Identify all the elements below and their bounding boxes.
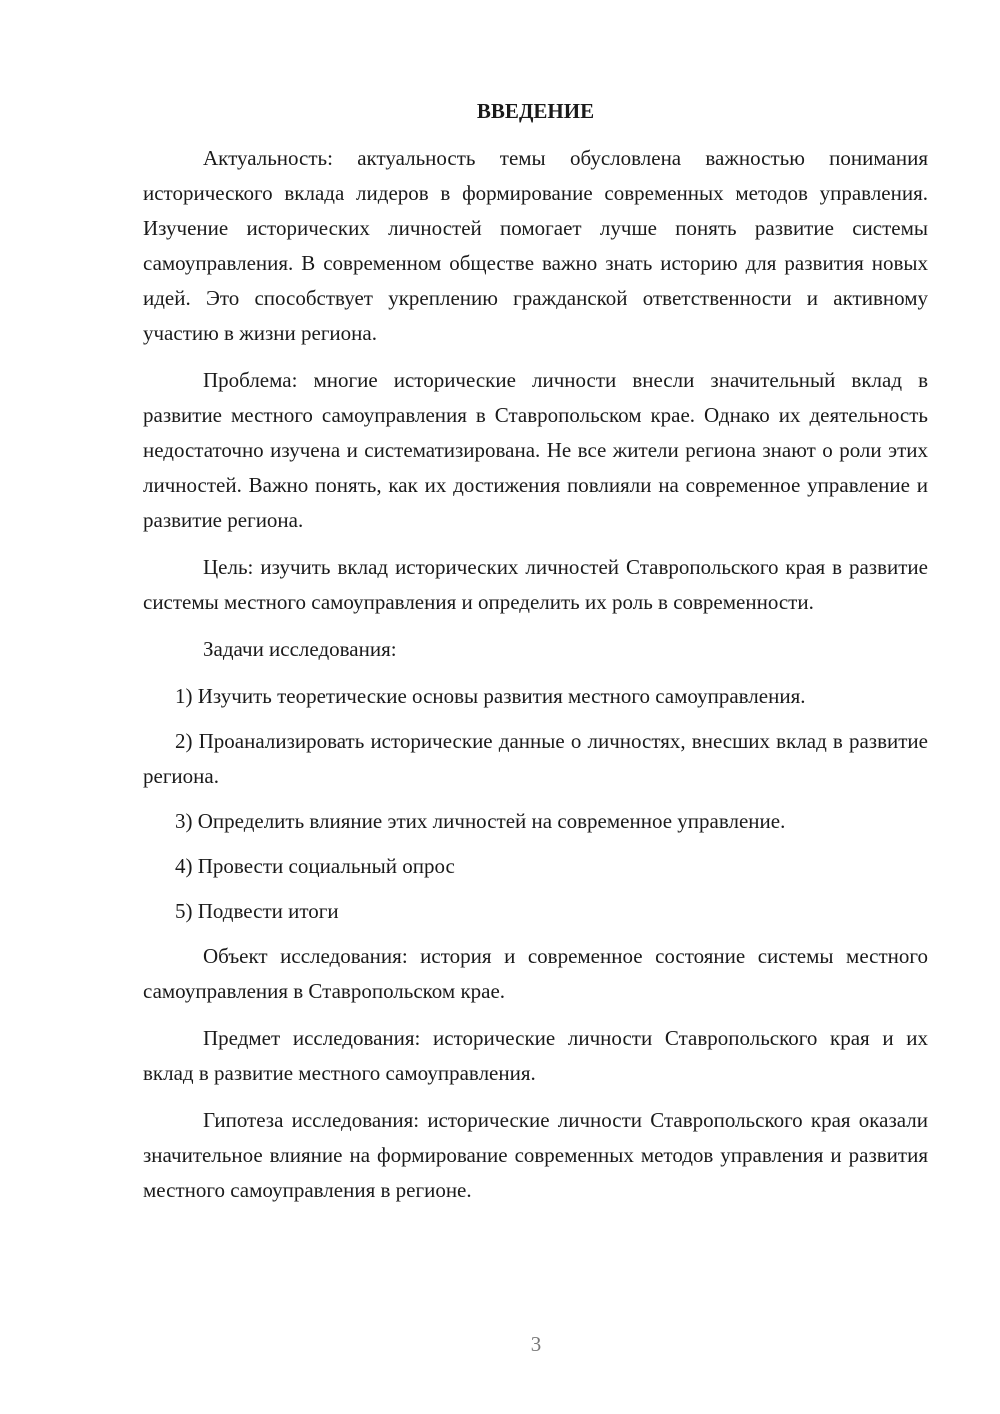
task-item-1: 1) Изучить теоретические основы развития местного самоуправления.: [175, 684, 806, 708]
task-item-2: 2) Проанализировать исторические данные о личностях, внесших вклад в развитие региона.: [143, 729, 928, 788]
relevance-paragraph: Актуальность: актуальность темы обусловлена важностью понимания исторического вклада лидеров в формирование современных методов управления. Изучение исторических личностей помогает лучше понять развитие системы самоуправления. В современном обществе важно знать историю для развития новых идей. Это способствует укреплению гражданской ответственности и активному участию в жизни региона.: [143, 146, 928, 345]
task-item-5: 5) Подвести итоги: [175, 899, 339, 923]
page-number: 3: [530, 1332, 542, 1356]
document-page: [143, 94, 928, 1220]
problem-paragraph: Проблема: многие исторические личности внесли значительный вклад в развитие местного самоуправления в Ставропольском крае. Однако их деятельность недостаточно изучена и систематизирована. Не все жители региона знают о роли этих личностей. Важно понять, как их достижения повлияли на современное управление и развитие региона.: [143, 368, 928, 532]
task-item-4: 4) Провести социальный опрос: [175, 854, 455, 878]
goal-paragraph: Цель: изучить вклад исторических личностей Ставропольского края в развитие системы местного самоуправления и определить их роль в современности.: [143, 555, 928, 614]
task-item-3: 3) Определить влияние этих личностей на современное управление.: [175, 809, 786, 833]
section-heading: ВВЕДЕНИЕ: [476, 99, 595, 123]
object-paragraph: Объект исследования: история и современное состояние системы местного самоуправления в Ставропольском крае.: [143, 944, 928, 1003]
tasks-heading: Задачи исследования:: [203, 637, 397, 661]
subject-paragraph: Предмет исследования: исторические личности Ставропольского края и их вклад в развитие местного самоуправления.: [143, 1026, 928, 1085]
hypothesis-paragraph: Гипотеза исследования: исторические личности Ставропольского края оказали значительное влияние на формирование современных методов управления и развития местного самоуправления в регионе.: [143, 1108, 928, 1202]
